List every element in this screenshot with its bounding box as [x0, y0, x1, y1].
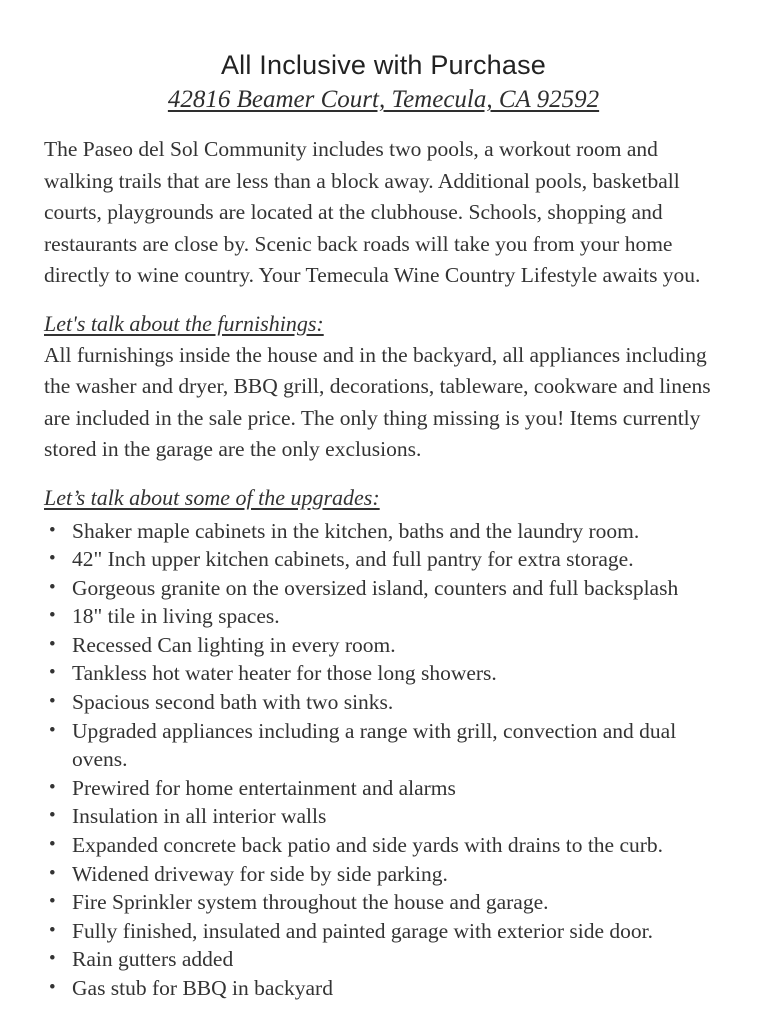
list-item: • Fire Sprinkler system throughout the house and garage. [44, 888, 723, 917]
list-item: • Shaker maple cabinets in the kitchen, baths and the laundry room. [44, 517, 723, 546]
list-item: • Fully finished, insulated and painted garage with exterior side door. [44, 917, 723, 946]
list-item: • Insulation in all interior walls [44, 802, 723, 831]
list-item: • Gas stub for BBQ in backyard [44, 974, 723, 1003]
list-item: • Spacious second bath with two sinks. [44, 688, 723, 717]
list-item: • Rain gutters added [44, 945, 723, 974]
upgrades-list [44, 517, 723, 1003]
document-header [44, 50, 723, 114]
furnishings-paragraph: All furnishings inside the house and in the backyard, all appliances including the washer and dryer, BBQ grill, decorations, tableware, cookware and linens are included in the sale price. The only thing missing is you! Items currently stored in the garage are the only exclusions. [44, 342, 711, 461]
list-item: • 42" Inch upper kitchen cabinets, and full pantry for extra storage. [44, 545, 723, 574]
intro-paragraph: The Paseo del Sol Community includes two pools, a workout room and walking trails that are less than a block away. Additional pools, basketball courts, playgrounds are located at the clubhouse. Schools, shopping and restaurants are close by. Scenic back roads will take you from your home directly to wine country. Your Temecula Wine Country Lifestyle awaits you. [44, 137, 701, 287]
page-title: All Inclusive with Purchase [220, 50, 547, 80]
list-item: • Recessed Can lighting in every room. [44, 631, 723, 660]
list-item: • Expanded concrete back patio and side yards with drains to the curb. [44, 831, 723, 860]
furnishings-heading: Let's talk about the furnishings: [44, 310, 324, 336]
list-item: • Widened driveway for side by side parking. [44, 860, 723, 889]
list-item: • 18" tile in living spaces. [44, 602, 723, 631]
list-item: • Tankless hot water heater for those long showers. [44, 659, 723, 688]
furnishings-section [44, 311, 723, 466]
list-item: • Gorgeous granite on the oversized island, counters and full backsplash [44, 574, 723, 603]
list-item: • Upgraded appliances including a range with grill, convection and dual ovens. [44, 717, 723, 774]
property-address: 42816 Beamer Court, Temecula, CA 92592 [167, 86, 600, 113]
upgrades-section [44, 485, 723, 1003]
upgrades-heading: Let’s talk about some of the upgrades: [44, 484, 380, 510]
list-item: • Prewired for home entertainment and alarms [44, 774, 723, 803]
